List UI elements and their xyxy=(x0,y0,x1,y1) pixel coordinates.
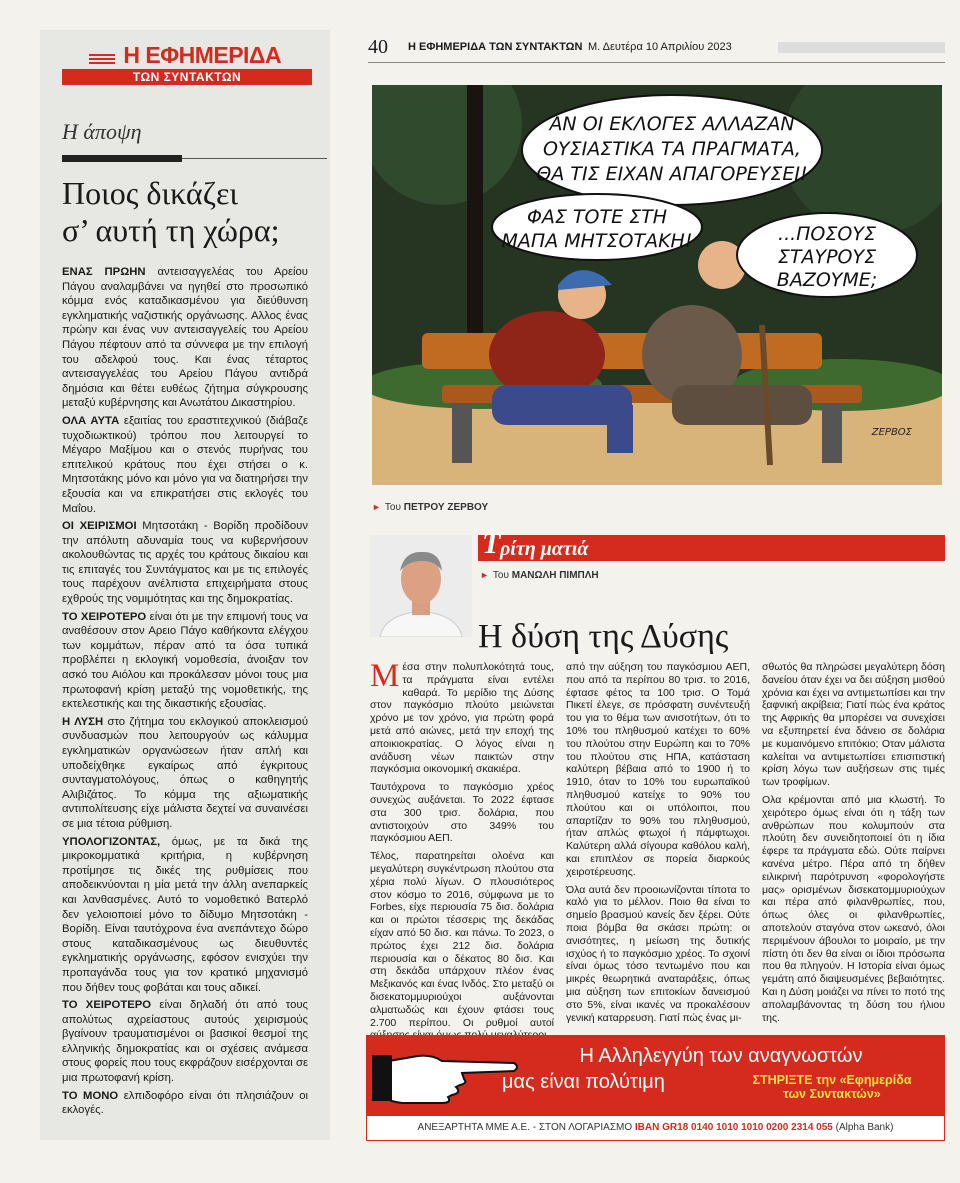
paragraph-lead: ΤΟ ΧΕΙΡΟΤΕΡΟ xyxy=(62,610,147,623)
paragraph-lead: ΤΟ ΧΕΙΡΟΤΕΡΟ xyxy=(62,999,152,1012)
column-headline: Η δύση της Δύσης xyxy=(478,618,729,655)
ad-cta-line1: ΣΤΗΡΙΞΤΕ την «Εφημερίδα xyxy=(752,1073,912,1087)
paragraph-lead: ΟΛΑ ΑΥΤΑ xyxy=(62,414,120,427)
editorial-paragraph xyxy=(62,998,308,1086)
paragraph-text: είναι ότι με την επιμονή τους να αναθέσουν στον Αρειο Πάγο καθήκοντα ελέγχου των κομμάτων, πέραν από τα όσα τυπικά προβλέπει η εκλογική νομοθεσία, άνοιξαν τον ασκό του Αιόλου και προκάλεσαν μόνοι τους μια πρωτοφανή κρίση μεταξύ της νομοθετικής, της εκτελεστικής και της δικαστικής εξουσίας. xyxy=(62,610,308,711)
bubble-right-line3: ΒΑΖΟΥΜΕ; xyxy=(776,269,878,291)
masthead xyxy=(62,42,308,85)
column-text-col3 xyxy=(762,661,945,1029)
paragraph-text: Μητσοτάκη - Βορίδη προδίδουν την απόλυτη αδυναμία τους να κυβερνήσουν ακολουθώντας τις αρχές του κράτους δικαίου και τις επιταγές του Συντάγματος και με τις επιλογές τους παρέχουν ανέλπιστα επιχειρήματα στους εχθρούς της νομιμότητας και της δημοκρατίας. xyxy=(62,520,308,606)
column-paragraph: Τέλος, παρατηρείται ολοένα και μεγαλύτερη συγκέντρωση πλούτου στα χέρια πολύ λίγων. Ο πλουσιότερος στον κόσμο το 2016, σύμφωνα με το Forbes, είχε περιουσία 75 δισ. δολάρια και οι πρώτοι τέσσερις της δεκάδας είχαν από 50 δισ. και πάνω. Το 2023, ο πρώτος έχει 212 δισ. δολάρια περιουσία και ο δέκατος 80 δισ. Και στη δεκάδα υπάρχουν πλέον ένας Μεξικανός και ένας Ινδός. Στο μεταξύ οι δισεκατομμυριούχοι αυξάνονται αλματωδώς και έχουν φτάσει τους 2.700 περίπου. Οι ρυθμοί αυτοί xyxy=(370,850,554,1029)
paragraph-lead: Η ΛΥΣΗ xyxy=(62,715,104,728)
masthead-subtitle: ΤΩΝ ΣΥΝΤΑΚΤΩΝ xyxy=(62,69,312,85)
header-band xyxy=(778,42,945,53)
editorial-headline-line1: Ποιος δικάζει xyxy=(62,175,238,211)
author-prefix: Του xyxy=(492,570,509,581)
credit-prefix: Του xyxy=(384,502,401,513)
section-label: Η άποψη xyxy=(62,119,142,144)
ad-title: Η Αλληλεγγύη των αναγνωστών xyxy=(579,1045,863,1067)
paragraph-lead: ΤΟ ΜΟΝΟ xyxy=(62,1089,119,1102)
paragraph-lead: ΟΙ ΧΕΙΡΙΣΜΟΙ xyxy=(62,520,137,533)
editorial-paragraph xyxy=(62,414,308,516)
bubble-left-line1: ΦΑΣ ΤΟΤΕ ΣΤΗ xyxy=(526,206,668,228)
cartoonist-signature: ΖΕΡΒΟΣ xyxy=(871,427,912,438)
editorial-headline-line2: σ’ αυτή τη χώρα; xyxy=(62,212,280,248)
paragraph-text: στο ζήτημα του εκλογικού αποκλεισμού συνδυασμών που λειτουργούν ως κάλυμμα εγκληματικών οργανώσεων ήταν απλή και υποδείχθηκε εγκαίρως από έγκριτους συνταγματολόγους, όπως ο καθηγητής Αλιβιζάτος. Το κόμμα της αξιωματικής αντιπολίτευσης είχε μάλιστα δεχτεί να συναινέσει σε μια τέτοια ρύθμιση. xyxy=(62,715,308,830)
bubble-top-line2: ΟΥΣΙΑΣΤΙΚΑ ΤΑ ΠΡΑΓΜΑΤΑ, xyxy=(543,138,801,160)
editorial-body xyxy=(62,265,308,1118)
iban-label: IBAN xyxy=(634,1122,660,1133)
masthead-stripes-icon xyxy=(89,54,115,64)
column-paragraph: Ολα κρέμονται από μια κλωστή. Το χειρότερο όμως είναι ότι η τάξη των ανθρώπων που κολυμπούν στα πλούτη δεν συνειδητοποιεί ότι η ίδια έφερε τα πράγματα εδώ. Ούτε παίρνει κανένα μέτρο. Πέρα από τη δήθεν ειλικρινή παρότρυνση «φορολογήστε μας» ορισμένων δισεκατομμυριούχων και πέρα από φιλανθρωπίες, που, όπως όλες οι φιλανθρωπίες, αποτελούν σταγόνα στον ωκεανό, όλοι περιμένουν άβουλοι το μοιραίο, με την πίστη ότι δεν θα είναι οι ίδιοι πρόσωπα που θα πληγούν. Η Ιστορία είναι όμως γεμάτη από διαψευσμένες βεβαιότητες. Και η Δύση μοιάζει να πίνει το ποτό της απολαμβάνοντας τη δύση του ήλιου της. xyxy=(762,793,945,1024)
editorial-headline xyxy=(62,175,308,249)
column-text-col1 xyxy=(370,658,554,1029)
drop-cap: Μ xyxy=(370,658,400,694)
column-paragraph: σθωτός θα πληρώσει μεγαλύτερη δόση δανείου όταν έχει να δει αύξηση μισθού χρόνια και έχει να αντιμετωπίσει και την ξαφνική ακρίβεια; Γιατί πώς ένα κράτος της Αφρικής θα μπορέσει να συνεχίσει να εξυπηρετεί ένα δάνειο σε δολάρια με κυμαινόμενο επιτόκιο; Οταν μάλιστα καλείται να αντιμετωπίσει επισιτιστική κρίση λόγω των αυξήσεων στις τιμές των τροφίμων. xyxy=(762,661,945,789)
section-rule xyxy=(62,155,182,162)
column-paragraph: Ταυτόχρονα το παγκόσμιο χρέος συνεχώς αυξάνεται. Το 2022 έφτασε στα 300 τρισ. δολάρια, που αντιστοιχούν στο 349% του παγκόσμιου ΑΕΠ. xyxy=(370,781,554,845)
paragraph-text: όμως, με τα δικά της μικροκομματικά κριτήρια, η κυβέρνηση προτίμησε τις δικές της ρυθμίσεις που αποδεικνύονται η μία μετά την άλλη ανεπαρκείς και λανθασμένες. Αυτό το νομοθετικό Βατερλό δεν γελοιοποιεί μόνο το δίδυμο Μητσοτάκη - Βορίδη. Είναι ταυτόχρονα ένα ανεπάντεχο δώρο στους καταδικασμένους ως διευθυντές εγκληματικής οργάνωσης, εφόσον ενισχύει την προπαγάνδα τους για τον κρατικό μηχανισμό που δήθεν τους φοβάται και τους αδικεί. xyxy=(62,835,308,994)
author-name: ΜΑΝΩΛΗ ΠΙΜΠΛΗ xyxy=(511,570,599,581)
editorial-paragraph xyxy=(62,1089,308,1118)
author-photo xyxy=(370,535,472,637)
paragraph-lead: ΥΠΟΛΟΓΙΖΟΝΤΑΣ, xyxy=(62,835,161,848)
bubble-top-line1: ΑΝ ΟΙ ΕΚΛΟΓΕΣ ΑΛΛΑΖΑΝ xyxy=(549,113,795,135)
editorial-paragraph xyxy=(62,610,308,712)
pointing-hand-icon xyxy=(372,1043,522,1111)
section-rule-thin xyxy=(182,158,327,159)
bank-suffix: (Alpha Bank) xyxy=(835,1122,894,1133)
author-arrow-icon: ► xyxy=(480,570,489,580)
iban-number: GR18 0140 1010 1010 0200 2314 055 xyxy=(662,1122,833,1133)
ad-bank-strip xyxy=(366,1115,945,1141)
editorial-paragraph xyxy=(62,519,308,607)
bench-leg xyxy=(452,403,472,463)
column-name: ρίτη ματιά xyxy=(500,538,589,560)
tree-trunk xyxy=(467,85,483,335)
bench-leg xyxy=(822,403,842,463)
man-left-leg xyxy=(607,405,633,453)
header-rule xyxy=(368,62,945,63)
ad-cta xyxy=(732,1073,932,1101)
page-header xyxy=(368,36,945,58)
editorial-paragraph xyxy=(62,835,308,996)
bank-prefix: ΑΝΕΞΑΡΤΗΤΑ ΜΜΕ Α.Ε. - ΣΤΟΝ ΛΟΓΑΡΙΑΣΜΟ xyxy=(417,1122,633,1133)
paragraph-text: εξαιτίας του εραστιτεχνικού (διάβαζε τυχοδιωκτικού) τρόπου που λειτουργεί το Μέγαρο Μαξίμου και ο στενός πυρήνας του επιτελικού κράτους που έχει στήσει ο κ. Μητσοτάκης μόνο και μόνο για να διατηρήσει την εξουσία και να επικρατήσει στις εκλογές του Μαΐου. xyxy=(62,414,308,515)
credit-arrow-icon: ► xyxy=(372,502,381,512)
man-right-trousers xyxy=(672,385,812,425)
ad-cta-line2: των Συντακτών» xyxy=(783,1087,881,1101)
column-text-col2 xyxy=(566,661,750,1029)
paragraph-text: ελπιδοφόρο είναι ότι πλησιάζουν οι εκλογές. xyxy=(62,1089,308,1117)
column-author xyxy=(480,570,599,581)
page-number: 40 xyxy=(368,36,388,58)
cartoon xyxy=(372,85,942,485)
column-paragraph: Όλα αυτά δεν προοιωνίζονται τίποτα το καλό για το μέλλον. Ποιο θα είναι το σημείο βρασμού κανείς δεν ξέρει. Ούτε ποια βόμβα θα σκάσει πρώτη: οι ανισότητες, η μείωση της δυτικής ισχύος ή το παγκόσμιο χρέος. Το σχοινί είναι όμως τόσο τεντωμένο που και μικρές θεωρητικά αναταράξεις, όπως μια αύξηση των επιτοκίων δανεισμού στο 5%, είναι ικανές να προκαλέσουν γενική καταρρευση. Γιατί πώς ένας μι- xyxy=(566,883,750,1024)
column-initial: Τ xyxy=(482,527,501,560)
editorial-paragraph xyxy=(62,265,308,411)
paragraph-text: έσα στην πολυπλοκότητά τους, τα πράγματα είναι εντέλει καθαρά. Το μερίδιο της Δύσης στον παγκόσμιο πλούτο μειώνεται χρόνο με τον χρόνο, για πρώτη φορά μετά από αιώνες, μετά την εποχή της αποικιοκρατίας. Ο λόγος είναι η ανάδυση νέων παικτών στην παγκόσμια οικονομική σκακιέρα. xyxy=(370,661,554,776)
paragraph-text: αντεισαγγελέας του Αρείου Πάγου αναλαμβάνει να ηγηθεί στο προσωπικό κόμμα ενός καταδικασμένου για διεύθυνση εγκληματικής ναζιστικής οργάνωσης. Αλλος ένας πρώην και ένας νυν αντεισαγγελείς του Αρείου Πάγου πέφτουν από τα σύννεφα με την επιλογή του αδελφού τους. Και ένας τέταρτος αντεισαγγελέας του Αρείου Πάγου αντιδρά δημόσια και θέτει ευθέως ζήτημα σύγκρουσης μεταξύ κυβέρνησης και Ανωτάτου Δικαστηρίου. xyxy=(62,266,308,410)
cartoon-drawing xyxy=(372,85,942,485)
paragraph-text: είναι δηλαδή ότι από τους απολύτως αχρείαστους αυτούς χειρισμούς βγαίνουν τραυματισμένοι οι βασικοί θεσμοί της ελληνικής δημοκρατίας και οι σχέσεις ανάμεσα στους φορείς που τους εκφράζουν εισέρχονται σε μια πρωτοφανή κρίση. xyxy=(62,999,308,1085)
bubble-left-line2: ΜΑΠΑ ΜΗΤΣΟΤΑΚΗ! xyxy=(501,230,693,252)
column-paragraph: από την αύξηση του παγκόσμιου ΑΕΠ, που από τα περίπου 80 τρισ. το 2016, έφτασε φέτος τα 100 τρισ. Ο Τομά Πικετί έλεγε, σε πρόσφατη συνέντευξή του για το θέμα των ανισοτήτων, ότι το 10% του πληθυσμού κατέχει το 60% του πλούτου στην Ευρώπη και το 70% του πλούτου στις ΗΠΑ, κατάσταση καλύτερη βέβαια από το 1900 ή το 1910, όταν το 10% του ευρωπαϊκού πληθυσμού κατείχε το 90% του πλούτου και οι υπόλοιποι, που απαρτίζαν το 90% του πληθυσμού, ήταν απλώς φτωχοί ή πάμφτωχοι. Καλύτερη αλλά σίγουρα καθόλου καλή, και επιπλέον σε πορεία διαρκούς χειροτέρευσης. xyxy=(566,661,750,878)
paragraph-lead: ΕΝΑΣ ΠΡΩΗΝ xyxy=(62,266,146,278)
column-paragraph xyxy=(370,658,554,776)
bubble-top-line3: ΘΑ ΤΙΣ ΕΙΧΑΝ ΑΠΑΓΟΡΕΥΣΕΙ! xyxy=(536,163,808,185)
cartoonist-credit xyxy=(372,502,488,513)
masthead-title: Η ΕΦΗΜΕΡΙΔΑ xyxy=(123,42,282,68)
ad-subtitle: μας είναι πολύτιμη xyxy=(502,1071,665,1093)
credit-name: ΠΕΤΡΟΥ ΖΕΡΒΟΥ xyxy=(403,502,489,513)
bubble-right-line1: ...ΠΟΣΟΥΣ xyxy=(778,223,876,245)
editorial-paragraph xyxy=(62,715,308,832)
solidarity-ad[interactable] xyxy=(366,1035,945,1141)
author-portrait xyxy=(370,535,472,637)
header-date: Μ. Δευτέρα 10 Απριλίου 2023 xyxy=(588,41,732,53)
header-paper-name: Η ΕΦΗΜΕΡΙΔΑ ΤΩΝ ΣΥΝΤΑΚΤΩΝ xyxy=(408,41,583,53)
editorial-column xyxy=(40,30,330,1140)
bubble-right-line2: ΣΤΑΥΡΟΥΣ xyxy=(777,246,877,268)
